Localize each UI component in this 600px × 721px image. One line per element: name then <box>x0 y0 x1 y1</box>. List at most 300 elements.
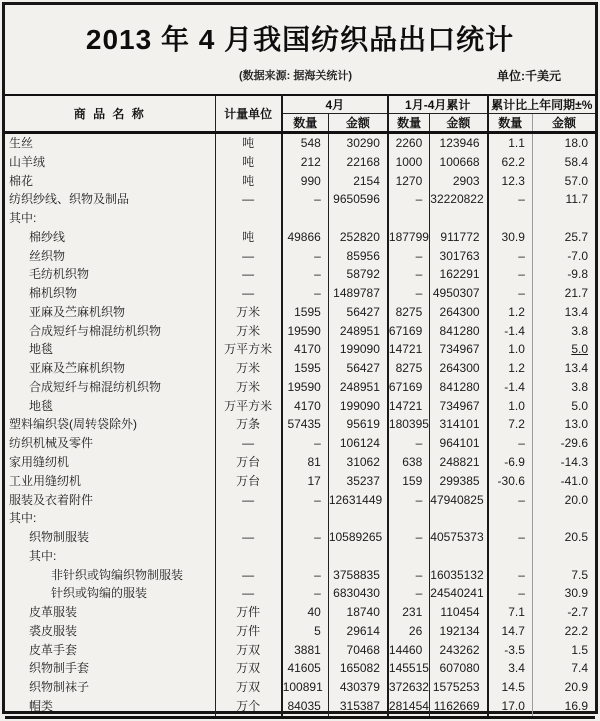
value-cell: 49866 <box>282 228 329 247</box>
value-cell: 1.0 <box>488 397 533 416</box>
value-cell: 19590 <box>282 378 329 397</box>
value-cell: 81 <box>282 453 329 472</box>
value-cell: – <box>282 434 329 453</box>
col-header-amount-cumulative: 金额 <box>430 114 488 133</box>
value-cell: 4170 <box>282 397 329 416</box>
product-name-cell: 塑料编织袋(周转袋除外) <box>5 415 215 434</box>
value-cell: – <box>388 528 430 547</box>
value-cell: 430379 <box>328 678 388 697</box>
table-row <box>5 678 595 697</box>
product-name-cell: 亚麻及苎麻机织物 <box>5 303 215 322</box>
value-cell: – <box>282 491 329 510</box>
value-cell: 1270 <box>388 172 430 191</box>
page-title: 2013 年 4 月我国纺织品出口统计 <box>85 24 515 55</box>
table-row <box>5 209 595 228</box>
value-cell: 58.4 <box>564 154 588 169</box>
value-cell <box>328 209 388 228</box>
table-row <box>5 603 595 622</box>
value-cell: 1595 <box>282 359 329 378</box>
col-header-quantity-cumulative: 数量 <box>388 114 430 133</box>
value-cell: – <box>388 265 430 284</box>
product-name-cell: 棉机织物 <box>5 284 215 303</box>
unit-cell: 万平方米 <box>215 340 282 359</box>
value-cell: 165082 <box>328 659 388 678</box>
unit-cell: 吨 <box>215 153 282 172</box>
statistics-table <box>5 94 595 719</box>
col-header-quantity-april: 数量 <box>282 114 329 133</box>
value-cell: 110454 <box>430 603 488 622</box>
product-name-cell: 工业用缝纫机 <box>5 472 215 491</box>
value-cell: – <box>488 584 533 603</box>
table-row <box>5 472 595 491</box>
value-cell: 35237 <box>328 472 388 491</box>
value-cell: – <box>388 284 430 303</box>
value-cell: – <box>388 566 430 585</box>
value-cell: 187799 <box>388 228 430 247</box>
value-cell <box>430 547 488 566</box>
value-cell: 301763 <box>430 247 488 266</box>
unit-cell: — <box>215 190 282 209</box>
unit-cell <box>215 209 282 228</box>
value-cell: 734967 <box>430 397 488 416</box>
product-name-cell: 生丝 <box>5 133 215 153</box>
value-cell: 17 <box>282 472 329 491</box>
value-cell: 3.8 <box>571 379 588 394</box>
value-cell: 7.2 <box>488 415 533 434</box>
value-cell: -14.3 <box>560 455 588 470</box>
table-body <box>5 133 595 718</box>
value-cell: 5.0 <box>571 398 588 413</box>
value-cell <box>488 209 533 228</box>
unit-cell: 万米 <box>215 303 282 322</box>
value-cell: 57435 <box>282 415 329 434</box>
value-cell: 17.0 <box>488 697 533 717</box>
value-cell: 16035132 <box>430 566 488 585</box>
value-cell: 14721 <box>388 340 430 359</box>
header-row-groups <box>5 95 595 114</box>
col-header-amount-yoy: 金额 <box>532 114 595 133</box>
product-name-cell: 合成短纤与棉混纺机织物 <box>5 322 215 341</box>
value-cell: 32220822 <box>430 190 488 209</box>
value-cell: 607080 <box>430 659 488 678</box>
value-cell: 841280 <box>430 322 488 341</box>
product-name-cell: 其中: <box>5 547 215 566</box>
table-row <box>5 509 595 528</box>
value-cell: -1.4 <box>488 322 533 341</box>
table-row <box>5 378 595 397</box>
value-cell: 16.9 <box>564 698 588 713</box>
value-cell: 1.1 <box>488 133 533 153</box>
value-cell <box>488 547 533 566</box>
value-cell: 8275 <box>388 359 430 378</box>
value-cell: 21.7 <box>564 286 588 301</box>
value-cell: 58792 <box>328 265 388 284</box>
underlined-value: 5.0 <box>571 342 588 357</box>
value-cell: 84035 <box>282 697 329 717</box>
table-row <box>5 340 595 359</box>
value-cell: 264300 <box>430 359 488 378</box>
product-name-cell: 地毯 <box>5 397 215 416</box>
value-cell: 14.7 <box>488 622 533 641</box>
product-name-cell: 针织或钩编的服装 <box>5 584 215 603</box>
value-cell: 14460 <box>388 641 430 660</box>
value-cell: 314101 <box>430 415 488 434</box>
unit-cell: 万条 <box>215 415 282 434</box>
value-cell: -30.6 <box>488 472 533 491</box>
col-group-yoy: 累计比上年同期±% <box>488 95 595 114</box>
value-cell: 248821 <box>430 453 488 472</box>
unit-cell <box>215 509 282 528</box>
value-cell: 162291 <box>430 265 488 284</box>
value-cell: 911772 <box>430 228 488 247</box>
value-cell: 8275 <box>388 303 430 322</box>
unit-note: 单位:千美元 <box>497 69 561 83</box>
value-cell: 18740 <box>328 603 388 622</box>
value-cell: 1.2 <box>488 303 533 322</box>
table-row <box>5 659 595 678</box>
value-cell: 199090 <box>328 340 388 359</box>
table-row <box>5 190 595 209</box>
col-header-product: 商 品 名 称 <box>5 95 215 133</box>
table-row <box>5 566 595 585</box>
product-name-cell: 皮革服装 <box>5 603 215 622</box>
value-cell: 199090 <box>328 397 388 416</box>
value-cell: -1.4 <box>488 378 533 397</box>
table-row <box>5 453 595 472</box>
table-row <box>5 622 595 641</box>
product-name-cell: 服装及衣着附件 <box>5 491 215 510</box>
value-cell: 31062 <box>328 453 388 472</box>
table-row <box>5 397 595 416</box>
unit-cell: 万双 <box>215 641 282 660</box>
value-cell: 3758835 <box>328 566 388 585</box>
value-cell <box>532 209 595 228</box>
value-cell: – <box>388 190 430 209</box>
value-cell: 40 <box>282 603 329 622</box>
value-cell <box>532 340 595 359</box>
value-cell <box>282 209 329 228</box>
value-cell: 14.5 <box>488 678 533 697</box>
value-cell: – <box>282 584 329 603</box>
unit-cell: — <box>215 434 282 453</box>
value-cell: – <box>488 434 533 453</box>
table-row <box>5 415 595 434</box>
value-cell: 252820 <box>328 228 388 247</box>
table-row <box>5 528 595 547</box>
table-row <box>5 172 595 191</box>
value-cell <box>328 509 388 528</box>
unit-cell: 万双 <box>215 659 282 678</box>
unit-cell <box>215 547 282 566</box>
value-cell: 2154 <box>328 172 388 191</box>
value-cell <box>282 547 329 566</box>
value-cell: – <box>488 528 533 547</box>
value-cell: 20.9 <box>564 680 588 695</box>
table-row <box>5 322 595 341</box>
value-cell: 372632 <box>388 678 430 697</box>
unit-cell: 万米 <box>215 378 282 397</box>
col-group-april: 4月 <box>282 95 388 114</box>
value-cell: 13.4 <box>564 304 588 319</box>
unit-cell: — <box>215 566 282 585</box>
value-cell: – <box>488 247 533 266</box>
product-name-cell: 丝织物 <box>5 247 215 266</box>
value-cell <box>282 509 329 528</box>
value-cell: 85956 <box>328 247 388 266</box>
value-cell: – <box>282 284 329 303</box>
unit-cell: — <box>215 584 282 603</box>
value-cell: 30.9 <box>488 228 533 247</box>
value-cell <box>388 509 430 528</box>
document-sheet <box>2 2 598 714</box>
table-header <box>5 95 595 133</box>
value-cell: 2260 <box>388 133 430 153</box>
value-cell: 29614 <box>328 622 388 641</box>
value-cell: 20.5 <box>564 530 588 545</box>
value-cell: -29.6 <box>560 436 588 451</box>
value-cell: – <box>388 247 430 266</box>
value-cell: 1000 <box>388 153 430 172</box>
unit-cell: 万平方米 <box>215 397 282 416</box>
value-cell: 990 <box>282 172 329 191</box>
table-row <box>5 547 595 566</box>
value-cell <box>532 547 595 566</box>
value-cell: – <box>488 265 533 284</box>
value-cell: 3881 <box>282 641 329 660</box>
value-cell: – <box>488 284 533 303</box>
value-cell: 56427 <box>328 303 388 322</box>
value-cell: 192134 <box>430 622 488 641</box>
table-row <box>5 153 595 172</box>
table-row <box>5 133 595 153</box>
product-name-cell: 地毯 <box>5 340 215 359</box>
unit-cell: 万个 <box>215 697 282 717</box>
unit-cell: 万米 <box>215 322 282 341</box>
value-cell: – <box>282 528 329 547</box>
value-cell: 70468 <box>328 641 388 660</box>
value-cell: 67169 <box>388 378 430 397</box>
product-name-cell: 毛纺机织物 <box>5 265 215 284</box>
value-cell: -3.5 <box>488 641 533 660</box>
value-cell: 22.2 <box>564 623 588 638</box>
value-cell: 231 <box>388 603 430 622</box>
unit-cell: 万台 <box>215 472 282 491</box>
value-cell <box>388 209 430 228</box>
table-row <box>5 697 595 717</box>
value-cell: -9.8 <box>567 267 588 282</box>
value-cell: 67169 <box>388 322 430 341</box>
value-cell: 100891 <box>282 678 329 697</box>
value-cell: 4170 <box>282 340 329 359</box>
value-cell: – <box>488 190 533 209</box>
unit-cell: 万台 <box>215 453 282 472</box>
value-cell <box>328 547 388 566</box>
value-cell: 13.4 <box>564 361 588 376</box>
value-cell: -2.7 <box>567 605 588 620</box>
product-name-cell: 其中: <box>5 209 215 228</box>
value-cell: 548 <box>282 133 329 153</box>
product-name-cell: 山羊绒 <box>5 153 215 172</box>
value-cell: 18.0 <box>564 136 588 150</box>
unit-cell: — <box>215 265 282 284</box>
value-cell: 1.5 <box>571 642 588 657</box>
value-cell: 25.7 <box>564 229 588 244</box>
value-cell: 1575253 <box>430 678 488 697</box>
value-cell: 964101 <box>430 434 488 453</box>
value-cell: 40575373 <box>430 528 488 547</box>
unit-cell: 万双 <box>215 678 282 697</box>
value-cell: 212 <box>282 153 329 172</box>
value-cell: 3.4 <box>488 659 533 678</box>
value-cell: – <box>488 491 533 510</box>
value-cell: 638 <box>388 453 430 472</box>
unit-cell: 万米 <box>215 359 282 378</box>
value-cell: 106124 <box>328 434 388 453</box>
unit-cell: — <box>215 284 282 303</box>
table-row <box>5 359 595 378</box>
value-cell: – <box>282 247 329 266</box>
value-cell: – <box>282 190 329 209</box>
value-cell: 19590 <box>282 322 329 341</box>
value-cell: 20.0 <box>564 492 588 507</box>
value-cell: 4950307 <box>430 284 488 303</box>
value-cell: 47940825 <box>430 491 488 510</box>
value-cell: 56427 <box>328 359 388 378</box>
product-name-cell: 织物制手套 <box>5 659 215 678</box>
table-row <box>5 228 595 247</box>
value-cell: 30290 <box>328 133 388 153</box>
unit-cell: 吨 <box>215 133 282 153</box>
col-header-unit: 计量单位 <box>215 95 282 133</box>
table-row <box>5 247 595 266</box>
product-name-cell: 棉花 <box>5 172 215 191</box>
value-cell <box>430 209 488 228</box>
value-cell: 57.0 <box>564 173 588 188</box>
value-cell: – <box>388 491 430 510</box>
col-group-cumulative: 1月-4月累计 <box>388 95 488 114</box>
value-cell: 95619 <box>328 415 388 434</box>
product-name-cell: 家用缝纫机 <box>5 453 215 472</box>
product-name-cell: 棉纱线 <box>5 228 215 247</box>
value-cell: 123946 <box>430 133 488 153</box>
value-cell: -6.9 <box>488 453 533 472</box>
value-cell: 10589265 <box>328 528 388 547</box>
product-name-cell: 合成短纤与棉混纺机织物 <box>5 378 215 397</box>
table-row <box>5 491 595 510</box>
value-cell: 6830430 <box>328 584 388 603</box>
value-cell: 7.4 <box>571 661 588 676</box>
value-cell: 281454 <box>388 697 430 717</box>
value-cell: 145515 <box>388 659 430 678</box>
value-cell: 26 <box>388 622 430 641</box>
value-cell: 1595 <box>282 303 329 322</box>
value-cell: 248951 <box>328 322 388 341</box>
col-header-quantity-yoy: 数量 <box>488 114 533 133</box>
value-cell: 3.8 <box>571 323 588 338</box>
value-cell: 243262 <box>430 641 488 660</box>
table-row <box>5 284 595 303</box>
value-cell: 41605 <box>282 659 329 678</box>
value-cell: 7.5 <box>571 567 588 582</box>
value-cell: 12.3 <box>488 172 533 191</box>
table-row <box>5 303 595 322</box>
value-cell: 9650596 <box>328 190 388 209</box>
product-name-cell: 纺织纱线、织物及制品 <box>5 190 215 209</box>
value-cell: 24540241 <box>430 584 488 603</box>
value-cell: 734967 <box>430 340 488 359</box>
value-cell: 62.2 <box>488 153 533 172</box>
value-cell: 180395 <box>388 415 430 434</box>
value-cell: 14721 <box>388 397 430 416</box>
value-cell <box>430 509 488 528</box>
unit-cell: 吨 <box>215 228 282 247</box>
product-name-cell: 纺织机械及零件 <box>5 434 215 453</box>
col-header-amount-april: 金额 <box>328 114 388 133</box>
unit-cell: 吨 <box>215 172 282 191</box>
value-cell: 11.7 <box>565 192 588 207</box>
value-cell: 12631449 <box>328 491 388 510</box>
product-name-cell: 织物制袜子 <box>5 678 215 697</box>
unit-cell: — <box>215 491 282 510</box>
value-cell: – <box>282 265 329 284</box>
value-cell: 264300 <box>430 303 488 322</box>
table-row <box>5 265 595 284</box>
table-row <box>5 434 595 453</box>
value-cell: -41.0 <box>560 473 588 488</box>
value-cell <box>388 547 430 566</box>
value-cell: 841280 <box>430 378 488 397</box>
value-cell: – <box>282 566 329 585</box>
value-cell: 2903 <box>430 172 488 191</box>
product-name-cell: 其中: <box>5 509 215 528</box>
product-name-cell: 裘皮服装 <box>5 622 215 641</box>
value-cell: 5 <box>282 622 329 641</box>
value-cell <box>532 509 595 528</box>
value-cell: 13.0 <box>564 417 588 432</box>
product-name-cell: 非针织或钩编织物制服装 <box>5 566 215 585</box>
value-cell: 299385 <box>430 472 488 491</box>
value-cell: 7.1 <box>488 603 533 622</box>
value-cell: 315387 <box>328 697 388 717</box>
product-name-cell: 亚麻及苎麻机织物 <box>5 359 215 378</box>
table-row <box>5 641 595 660</box>
value-cell: 1489787 <box>328 284 388 303</box>
unit-cell: 万件 <box>215 603 282 622</box>
unit-cell: — <box>215 247 282 266</box>
value-cell: -7.0 <box>567 248 588 263</box>
table-row <box>5 584 595 603</box>
value-cell: – <box>388 434 430 453</box>
value-cell: – <box>388 584 430 603</box>
value-cell: 1.0 <box>488 340 533 359</box>
value-cell: 100668 <box>430 153 488 172</box>
value-cell: – <box>488 566 533 585</box>
unit-cell: — <box>215 528 282 547</box>
value-cell: 248951 <box>328 378 388 397</box>
value-cell: 159 <box>388 472 430 491</box>
product-name-cell: 皮革手套 <box>5 641 215 660</box>
data-source-note: (数据来源: 据海关统计) <box>238 70 353 82</box>
value-cell: 1162669 <box>430 697 488 717</box>
value-cell: 22168 <box>328 153 388 172</box>
unit-cell: 万件 <box>215 622 282 641</box>
subtitle-row <box>5 61 595 87</box>
value-cell: 1.2 <box>488 359 533 378</box>
value-cell: 30.9 <box>564 586 588 601</box>
product-name-cell: 帽类 <box>5 697 215 717</box>
value-cell <box>488 509 533 528</box>
product-name-cell: 织物制服装 <box>5 528 215 547</box>
